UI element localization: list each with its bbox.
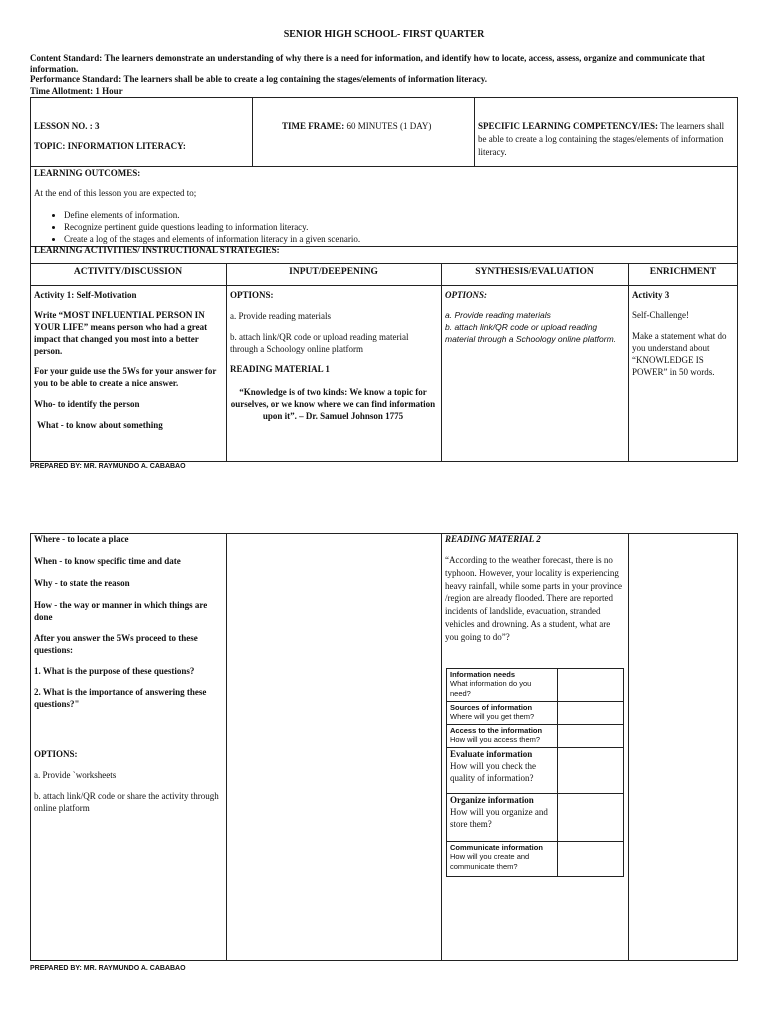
answer-cell — [558, 794, 624, 842]
info-row-question: How will you check the quality of information? — [450, 761, 536, 783]
column-header-enrichment: ENRICHMENT — [649, 267, 717, 277]
activity-cell-continued — [34, 533, 222, 814]
list-item: • Recognize pertinent guide questions leading to information literacy. — [64, 221, 754, 233]
activity-what: What - to know about something — [37, 420, 163, 430]
input-cell — [230, 289, 436, 422]
table-row — [447, 725, 624, 748]
column-header-synthesis: SYNTHESIS/EVALUATION — [475, 267, 594, 277]
performance-standard — [30, 74, 730, 85]
learning-outcomes-heading: LEARNING OUTCOMES: — [34, 168, 141, 178]
answer-cell — [558, 669, 624, 702]
time-frame-label: TIME FRAME: — [282, 121, 345, 131]
learning-outcomes-list — [34, 209, 754, 245]
reading-material-2-title: READING MATERIAL 2 — [445, 534, 541, 544]
activity-how: How - the way or manner in which things are done — [34, 600, 208, 622]
table-row — [447, 794, 624, 842]
info-row-question: What information do you need? — [450, 679, 532, 698]
performance-standard-label: Performance Standard: — [30, 74, 122, 84]
answer-cell — [558, 842, 624, 877]
time-allotment: Time Allotment: 1 Hour — [30, 86, 123, 96]
competency-text: The learners shall be able to create a log containing the stages/elements of information literacy. — [478, 121, 725, 157]
reading-material-2-scenario: “According to the weather forecast, there is no typhoon. However, your locality is experiencing heavy rainfall, while some parts in your province /region are already flooded. There are reported incidents of landslide, evacuation, stranded vehicles and drowning. As a student, what are you going to do”? — [445, 555, 622, 642]
list-item: • Define elements of information. — [64, 209, 754, 221]
lesson-topic: TOPIC: INFORMATION LITERACY: — [34, 141, 186, 151]
activity-where: Where - to locate a place — [34, 534, 129, 544]
info-row-heading: Communicate information — [450, 843, 543, 852]
synthesis-cell — [445, 289, 625, 345]
info-row-question: Where will you get them? — [450, 712, 535, 721]
strategies-heading: LEARNING ACTIVITIES/ INSTRUCTIONAL STRATEGIES: — [34, 245, 280, 255]
activity-question-2: 2. What is the importance of answering these questions?" — [34, 687, 207, 709]
enrichment-title: Activity 3 — [632, 290, 670, 300]
info-row-question: How will you organize and store them? — [450, 807, 548, 829]
answer-cell — [558, 725, 624, 748]
prepared-by: PREPARED BY: MR. RAYMUNDO A. CABABAO — [30, 463, 186, 470]
reading-material-1-title: READING MATERIAL 1 — [230, 364, 330, 374]
info-row-question: How will you access them? — [450, 735, 541, 744]
enrichment-cell — [632, 289, 736, 378]
table-row — [447, 669, 624, 702]
activity-instruction: Write “MOST INFLUENTIAL PERSON IN YOUR LIFE” means person who had a great impact that changed you most into a better person. — [34, 310, 208, 356]
activity-option-a: a. Provide `worksheets — [34, 770, 117, 780]
info-row-heading: Information needs — [450, 670, 516, 679]
input-option-a: a. Provide reading materials — [230, 311, 331, 321]
performance-standard-text: The learners shall be able to create a log containing the stages/elements of information literacy. — [123, 74, 488, 84]
reading-material-1-quote: “Knowledge is of two kinds: We know a topic for ourselves, or we know where we can find information upon it”. – Dr. Samuel Johnson 1775 — [230, 387, 436, 421]
enrichment-text: Make a statement what do you understand about “KNOWLEDGE IS POWER” in 50 words. — [632, 331, 727, 377]
activity-guide: For your guide use the 5Ws for your answer for you to be able to create a nice answer. — [34, 366, 217, 388]
activity-who: Who- to identify the person — [34, 399, 140, 409]
activity-when: When - to know specific time and date — [34, 556, 181, 566]
synthesis-cell-continued — [445, 533, 625, 644]
column-header-activity: ACTIVITY/DISCUSSION — [73, 267, 183, 277]
info-row-heading: Access to the information — [450, 726, 543, 735]
info-row-heading: Organize information — [450, 795, 534, 805]
learning-outcomes-intro: At the end of this lesson you are expected to; — [34, 188, 197, 198]
activity-option-b: b. attach link/QR code or share the activity through online platform — [34, 791, 219, 813]
input-options-label: OPTIONS: — [230, 290, 274, 300]
activity-title: Activity 1: Self-Motivation — [34, 290, 137, 300]
synthesis-option-a: a. Provide reading materials — [445, 310, 551, 320]
table-row — [447, 702, 624, 725]
info-row-question: How will you create and communicate them? — [450, 852, 530, 871]
table-row — [447, 748, 624, 794]
answer-cell — [558, 702, 624, 725]
activity-after: After you answer the 5Ws proceed to these questions: — [34, 633, 198, 655]
page-title: SENIOR HIGH SCHOOL- FIRST QUARTER — [283, 29, 485, 40]
activity-cell — [34, 289, 222, 431]
lesson-number: LESSON NO. : 3 — [34, 121, 100, 131]
activity-question-1: 1. What is the purpose of these questions? — [34, 666, 195, 676]
synthesis-options-label: OPTIONS: — [445, 290, 487, 300]
competency-label: SPECIFIC LEARNING COMPETENCY/IES: — [478, 121, 659, 131]
enrichment-challenge: Self-Challenge! — [632, 310, 689, 320]
synthesis-option-b: b. attach link/QR code or upload reading material through a Schoology online platform. — [445, 322, 617, 344]
content-standard-label: Content Standard: — [30, 53, 103, 63]
table-row — [447, 842, 624, 877]
prepared-by-page-2: PREPARED BY: MR. RAYMUNDO A. CABABAO — [30, 965, 186, 972]
info-row-heading: Sources of information — [450, 703, 533, 712]
column-header-input: INPUT/DEEPENING — [289, 267, 378, 277]
list-item: • Create a log of the stages and elements of information literacy in a given scenario. — [64, 233, 754, 245]
time-frame-value: 60 MINUTES (1 DAY) — [346, 121, 432, 131]
time-frame — [282, 120, 431, 132]
activity-options-label: OPTIONS: — [34, 749, 78, 759]
info-row-heading: Evaluate information — [450, 749, 533, 759]
information-log-table — [446, 668, 624, 877]
activity-why: Why - to state the reason — [34, 578, 130, 588]
content-standard — [30, 53, 730, 75]
content-standard-text: The learners demonstrate an understanding of why there is a need for information, and identify how to locate, access, assess, organize and communicate that information. — [30, 53, 705, 74]
answer-cell — [558, 748, 624, 794]
input-option-b: b. attach link/QR code or upload reading material through a Schoology online platform — [230, 332, 409, 354]
learning-competency — [478, 120, 733, 159]
